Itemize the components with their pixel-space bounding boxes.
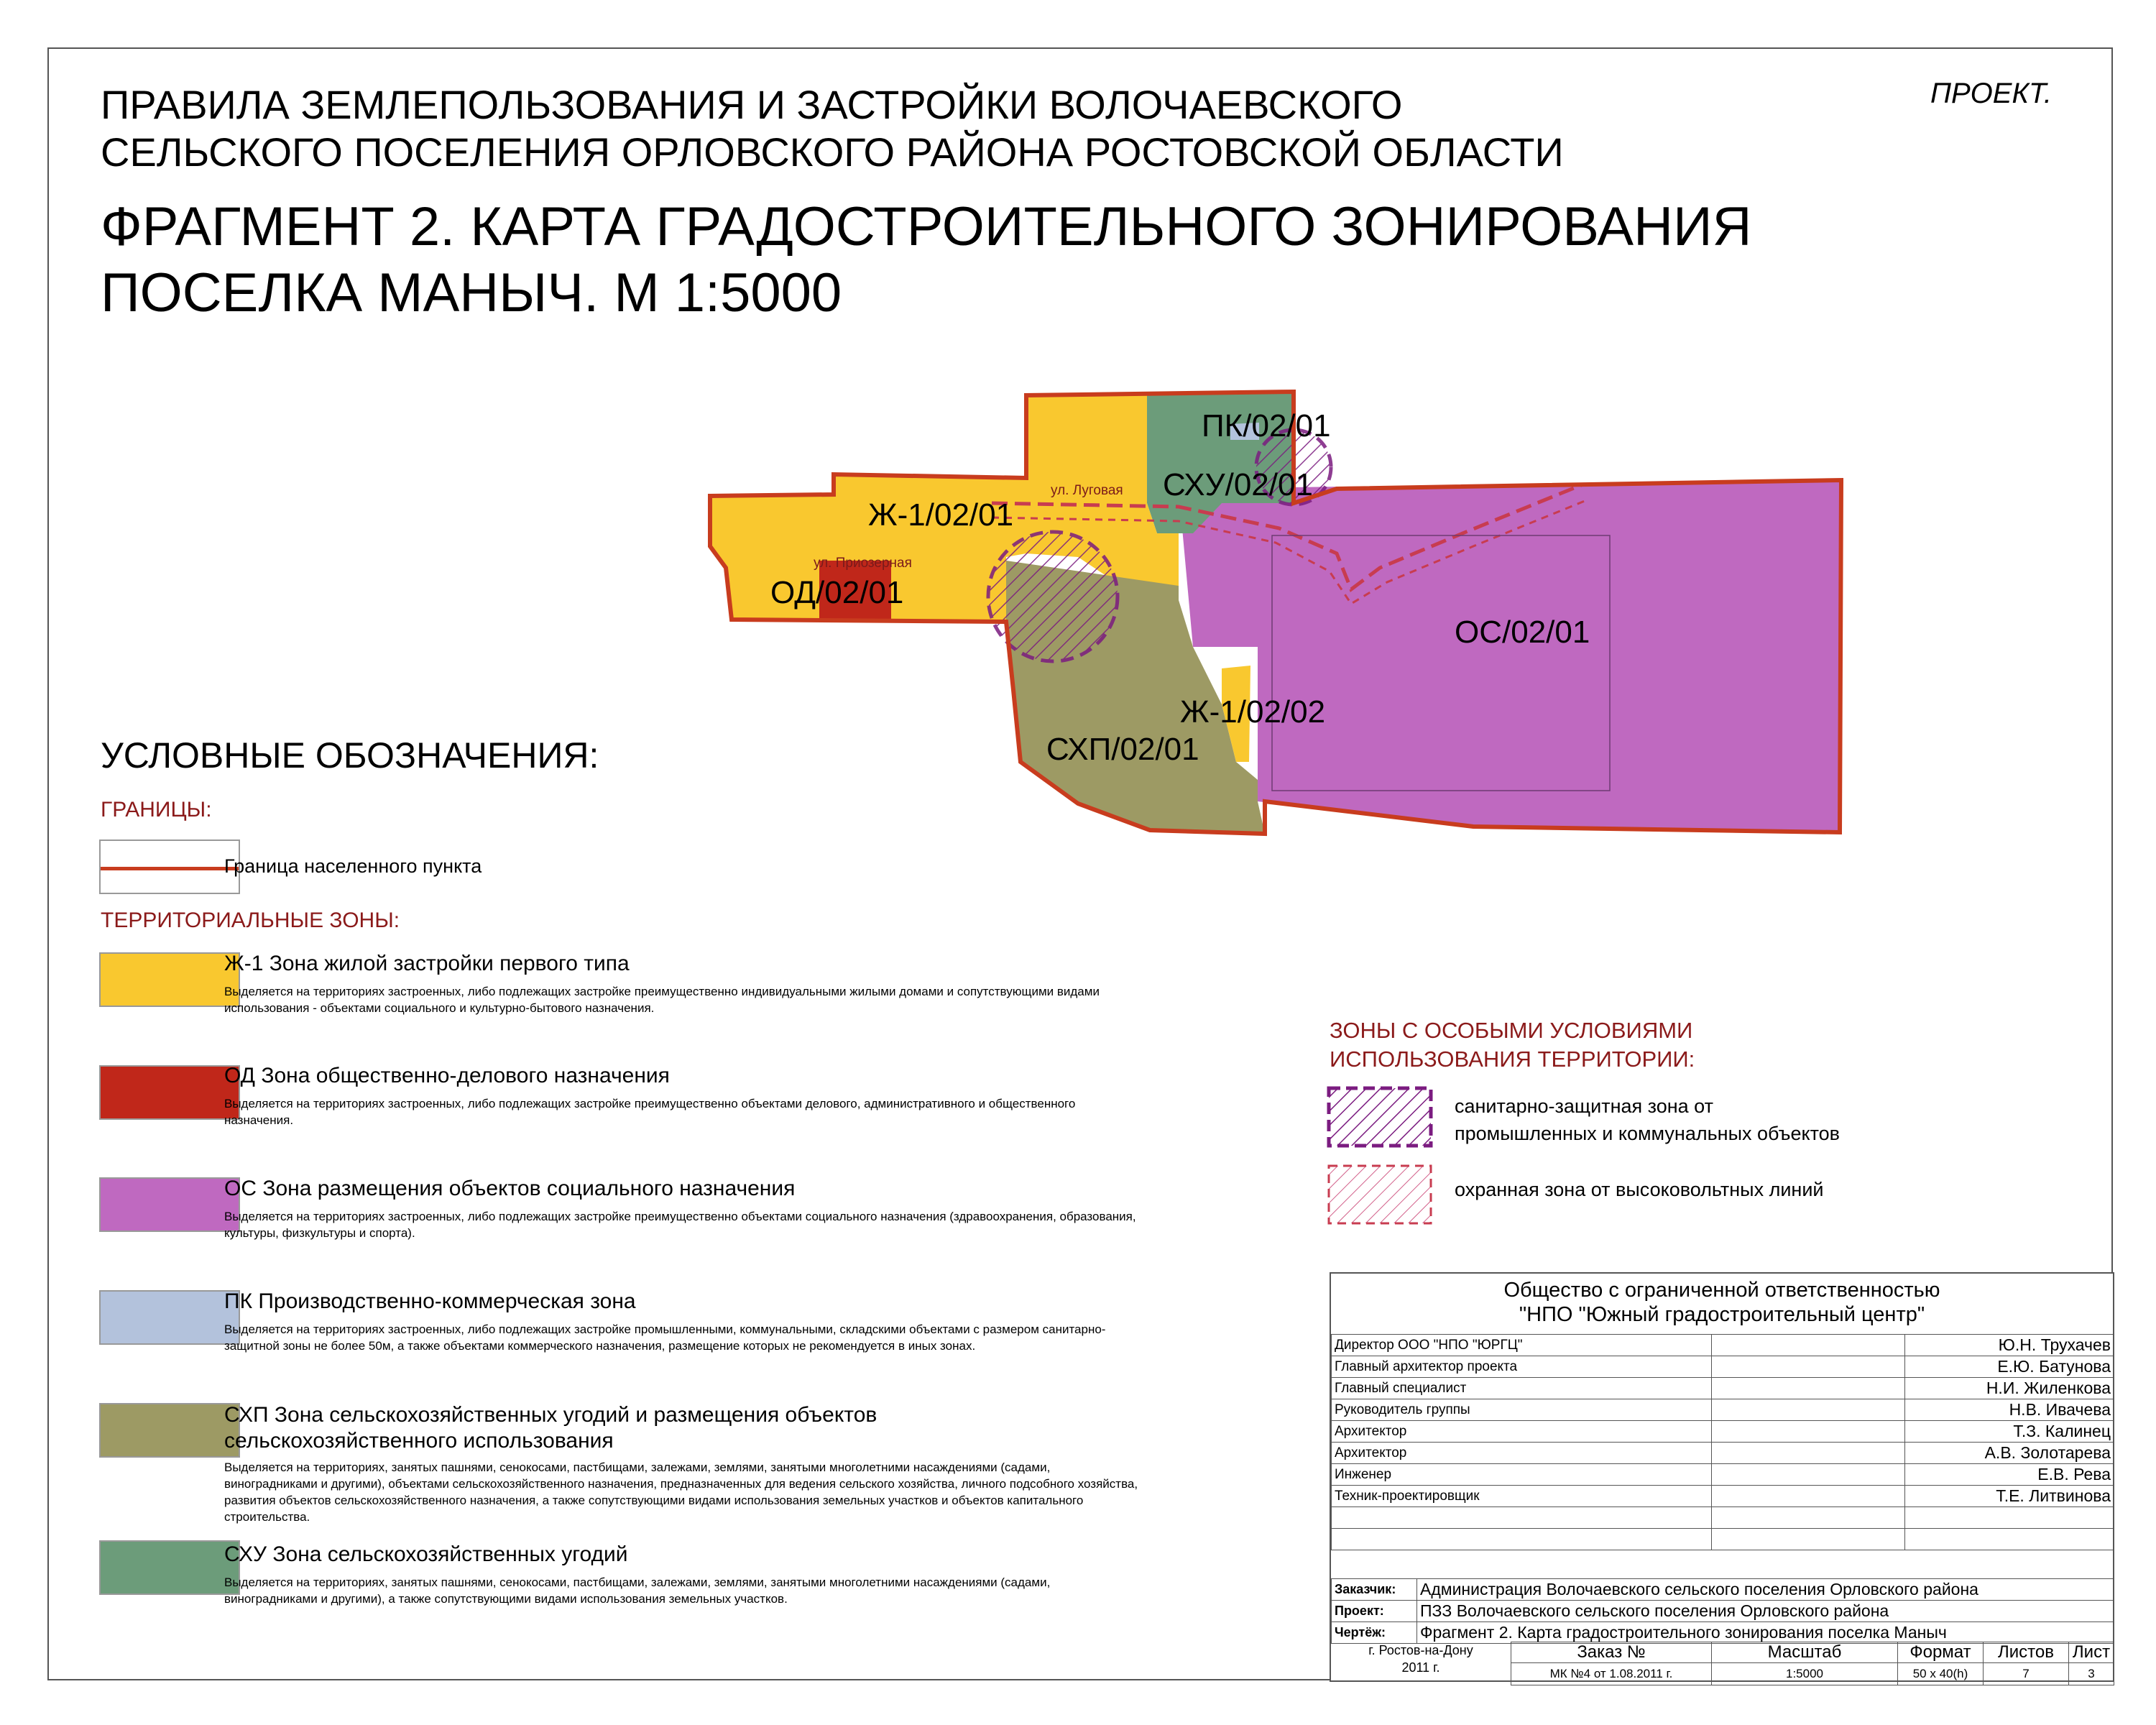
pk-swatch bbox=[99, 1290, 240, 1345]
pk-legend-title: ПК Производственно-коммерческая зона bbox=[224, 1289, 636, 1313]
sxu-legend-title: СХУ Зона сельскохозяйственных угодий bbox=[224, 1542, 628, 1566]
sanitary-zone-label-1: санитарно-защитная зона от bbox=[1455, 1095, 1713, 1117]
drawing-value: Фрагмент 2. Карта градостроительного зонирования поселка Маныч bbox=[1417, 1622, 2114, 1644]
staff-role: Инженер bbox=[1332, 1464, 1712, 1486]
project-info-table bbox=[1331, 1578, 2114, 1644]
staff-role: Руководитель группы bbox=[1332, 1399, 1712, 1421]
title-line-1: ПРАВИЛА ЗЕМЛЕПОЛЬЗОВАНИЯ И ЗАСТРОЙКИ ВОЛОЧАЕВСКОГО bbox=[101, 82, 1403, 127]
od-legend-title: ОД Зона общественно-делового назначения bbox=[224, 1064, 670, 1087]
customer-value: Администрация Волочаевского сельского поселения Орловского района bbox=[1417, 1579, 2114, 1601]
staff-name: Т.З. Калинец bbox=[1905, 1421, 2114, 1443]
sxp-legend-title: СХП Зона сельскохозяйственных угодий и размещения объектов bbox=[224, 1403, 877, 1427]
sxp-legend-title-2: сельскохозяйственного использования bbox=[224, 1429, 614, 1453]
staff-role: Директор ООО "НПО "ЮРГЦ" bbox=[1332, 1335, 1712, 1356]
label-zh1-02: Ж-1/02/02 bbox=[1180, 694, 1326, 730]
customer-label: Заказчик: bbox=[1332, 1579, 1417, 1601]
os-legend-title: ОС Зона размещения объектов социального назначения bbox=[224, 1177, 796, 1200]
sxp-legend-desc: Выделяется на территориях, занятых пашнями, сенокосами, пастбищами, залежами, землями, занятыми многолетними насаждениями (садами, виноградниками и другими), объектами сельскохозяйственного назначения, предназначенных для ведения сельского хозяйства, личного подсобного хозяйства, развития объектов сельскохозяйственного назначения, а также сопутствующими видами использования земельных участков и объектов капитального строительства. bbox=[224, 1460, 1138, 1524]
sanitary-zone-label-2: промышленных и коммунальных объектов bbox=[1455, 1123, 1841, 1144]
subtitle-line-2: ПОСЕЛКА МАНЫЧ. М 1:5000 bbox=[101, 262, 842, 323]
format-header: Формат bbox=[1898, 1642, 1984, 1663]
label-zh1-01: Ж-1/02/01 bbox=[868, 497, 1014, 533]
legend-heading: УСЛОВНЫЕ ОБОЗНАЧЕНИЯ: bbox=[101, 735, 599, 776]
order-table bbox=[1511, 1642, 2114, 1685]
staff-row bbox=[1332, 1356, 2114, 1378]
zh1-legend-desc: Выделяется на территориях застроенных, либо подлежащих застройке преимущественно индивидуальными жилыми домами и сопутствующими видами использования - объектами социального и культурно-бытового назначения. bbox=[224, 985, 1100, 1015]
staff-name: Е.Ю. Батунова bbox=[1905, 1356, 2114, 1378]
label-sxp: СХП/02/01 bbox=[1046, 732, 1199, 767]
year: 2011 г. bbox=[1401, 1660, 1440, 1675]
staff-row bbox=[1332, 1486, 2114, 1507]
zh1-swatch bbox=[99, 952, 240, 1007]
sxu-legend-desc: Выделяется на территориях, занятых пашнями, сенокосами, пастбищами, залежами, землями, занятыми многолетними насаждениями (садами, виноградниками и другими), а также сопутствующими видами использования земельных участков. bbox=[224, 1576, 1051, 1606]
boundary-swatch bbox=[99, 840, 240, 894]
staff-row-empty bbox=[1332, 1529, 2114, 1550]
project-label: Проект: bbox=[1332, 1601, 1417, 1622]
title-block bbox=[1330, 1272, 2114, 1682]
street-priozernaya: ул. Приозерная bbox=[814, 556, 912, 571]
staff-role: Архитектор bbox=[1332, 1443, 1712, 1464]
draft-stamp: ПРОЕКТ. bbox=[1930, 78, 2053, 109]
city-year-cell bbox=[1331, 1642, 1511, 1682]
street-lugovaya: ул. Луговая bbox=[1051, 483, 1123, 498]
sxp-swatch bbox=[99, 1403, 240, 1458]
drawing-label: Чертёж: bbox=[1332, 1622, 1417, 1644]
staff-name: Н.И. Жиленкова bbox=[1905, 1378, 2114, 1399]
label-os: ОС/02/01 bbox=[1455, 615, 1590, 650]
subtitle-line-1: ФРАГМЕНТ 2. КАРТА ГРАДОСТРОИТЕЛЬНОГО ЗОНИРОВАНИЯ bbox=[101, 196, 1752, 257]
staff-row bbox=[1332, 1443, 2114, 1464]
order-value: МК №4 от 1.08.2011 г. bbox=[1511, 1663, 1712, 1685]
scale-header: Масштаб bbox=[1712, 1642, 1898, 1663]
sanitary-zone-swatch bbox=[1326, 1085, 1434, 1150]
od-swatch bbox=[99, 1065, 240, 1120]
sheet-header: Лист bbox=[2069, 1642, 2114, 1663]
zh1-legend-title: Ж-1 Зона жилой застройки первого типа bbox=[224, 952, 630, 975]
staff-name: Е.В. Рева bbox=[1905, 1464, 2114, 1486]
borders-heading: ГРАНИЦЫ: bbox=[101, 798, 212, 822]
staff-name: Н.В. Ивачева bbox=[1905, 1399, 2114, 1421]
staff-table bbox=[1331, 1334, 2114, 1550]
staff-name: А.В. Золотарева bbox=[1905, 1443, 2114, 1464]
project-value: ПЗЗ Волочаевского сельского поселения Орловского района bbox=[1417, 1601, 2114, 1622]
staff-row bbox=[1332, 1399, 2114, 1421]
label-sxu: СХУ/02/01 bbox=[1163, 467, 1313, 502]
staff-row bbox=[1332, 1421, 2114, 1443]
os-legend-desc: Выделяется на территориях застроенных, либо подлежащих застройке преимущественно объектами социального назначения (здравоохранения, образования, культуры, физкультуры и спорта). bbox=[224, 1210, 1136, 1240]
title-line-2: СЕЛЬСКОГО ПОСЕЛЕНИЯ ОРЛОВСКОГО РАЙОНА РОСТОВСКОЙ ОБЛАСТИ bbox=[101, 129, 1564, 175]
zones-heading: ТЕРРИТОРИАЛЬНЫЕ ЗОНЫ: bbox=[101, 908, 400, 932]
staff-role: Главный специалист bbox=[1332, 1378, 1712, 1399]
staff-row bbox=[1332, 1335, 2114, 1356]
boundary-legend-label: Граница населенного пункта bbox=[224, 855, 482, 877]
zone-os bbox=[1179, 480, 1841, 832]
sheets-header: Листов bbox=[1984, 1642, 2069, 1663]
label-od: ОД/02/01 bbox=[770, 575, 904, 610]
staff-name: Т.Е. Литвинова bbox=[1905, 1486, 2114, 1507]
staff-role: Техник-проектировщик bbox=[1332, 1486, 1712, 1507]
staff-row-empty bbox=[1332, 1507, 2114, 1529]
staff-row bbox=[1332, 1464, 2114, 1486]
org-line-1: Общество с ограниченной ответственностью bbox=[1503, 1279, 1940, 1302]
sheets-value: 7 bbox=[1984, 1663, 2069, 1685]
os-swatch bbox=[99, 1177, 240, 1232]
special-zones-heading-1: ЗОНЫ С ОСОБЫМИ УСЛОВИЯМИ bbox=[1330, 1018, 1693, 1043]
staff-role: Архитектор bbox=[1332, 1421, 1712, 1443]
sheet-value: 3 bbox=[2069, 1663, 2114, 1685]
staff-role: Главный архитектор проекта bbox=[1332, 1356, 1712, 1378]
pk-legend-desc: Выделяется на территориях застроенных, либо подлежащих застройке промышленными, коммунальными, складскими объектами с размером санитарно-защитной зоны не более 50м, а также объектами коммерческого назначения, размещение которых не рекомендуется в иных зонах. bbox=[224, 1322, 1106, 1353]
sxu-swatch bbox=[99, 1540, 240, 1595]
staff-row bbox=[1332, 1378, 2114, 1399]
org-name bbox=[1331, 1278, 2113, 1327]
power-line-zone-label: охранная зона от высоковольтных линий bbox=[1455, 1179, 1824, 1200]
scale-value: 1:5000 bbox=[1712, 1663, 1898, 1685]
power-line-zone-swatch bbox=[1326, 1163, 1434, 1228]
format-value: 50 x 40(h) bbox=[1898, 1663, 1984, 1685]
city: г. Ростов-на-Дону bbox=[1368, 1643, 1473, 1657]
od-legend-desc: Выделяется на территориях застроенных, либо подлежащих застройке преимущественно объектами делового, административного и общественного назначения. bbox=[224, 1097, 1076, 1127]
label-pk: ПК/02/01 bbox=[1202, 408, 1331, 443]
special-zones-heading-2: ИСПОЛЬЗОВАНИЯ ТЕРРИТОРИИ: bbox=[1330, 1046, 1695, 1072]
staff-name: Ю.Н. Трухачев bbox=[1905, 1335, 2114, 1356]
org-line-2: "НПО "Южный градостроительный центр" bbox=[1519, 1303, 1925, 1326]
order-header: Заказ № bbox=[1511, 1642, 1712, 1663]
